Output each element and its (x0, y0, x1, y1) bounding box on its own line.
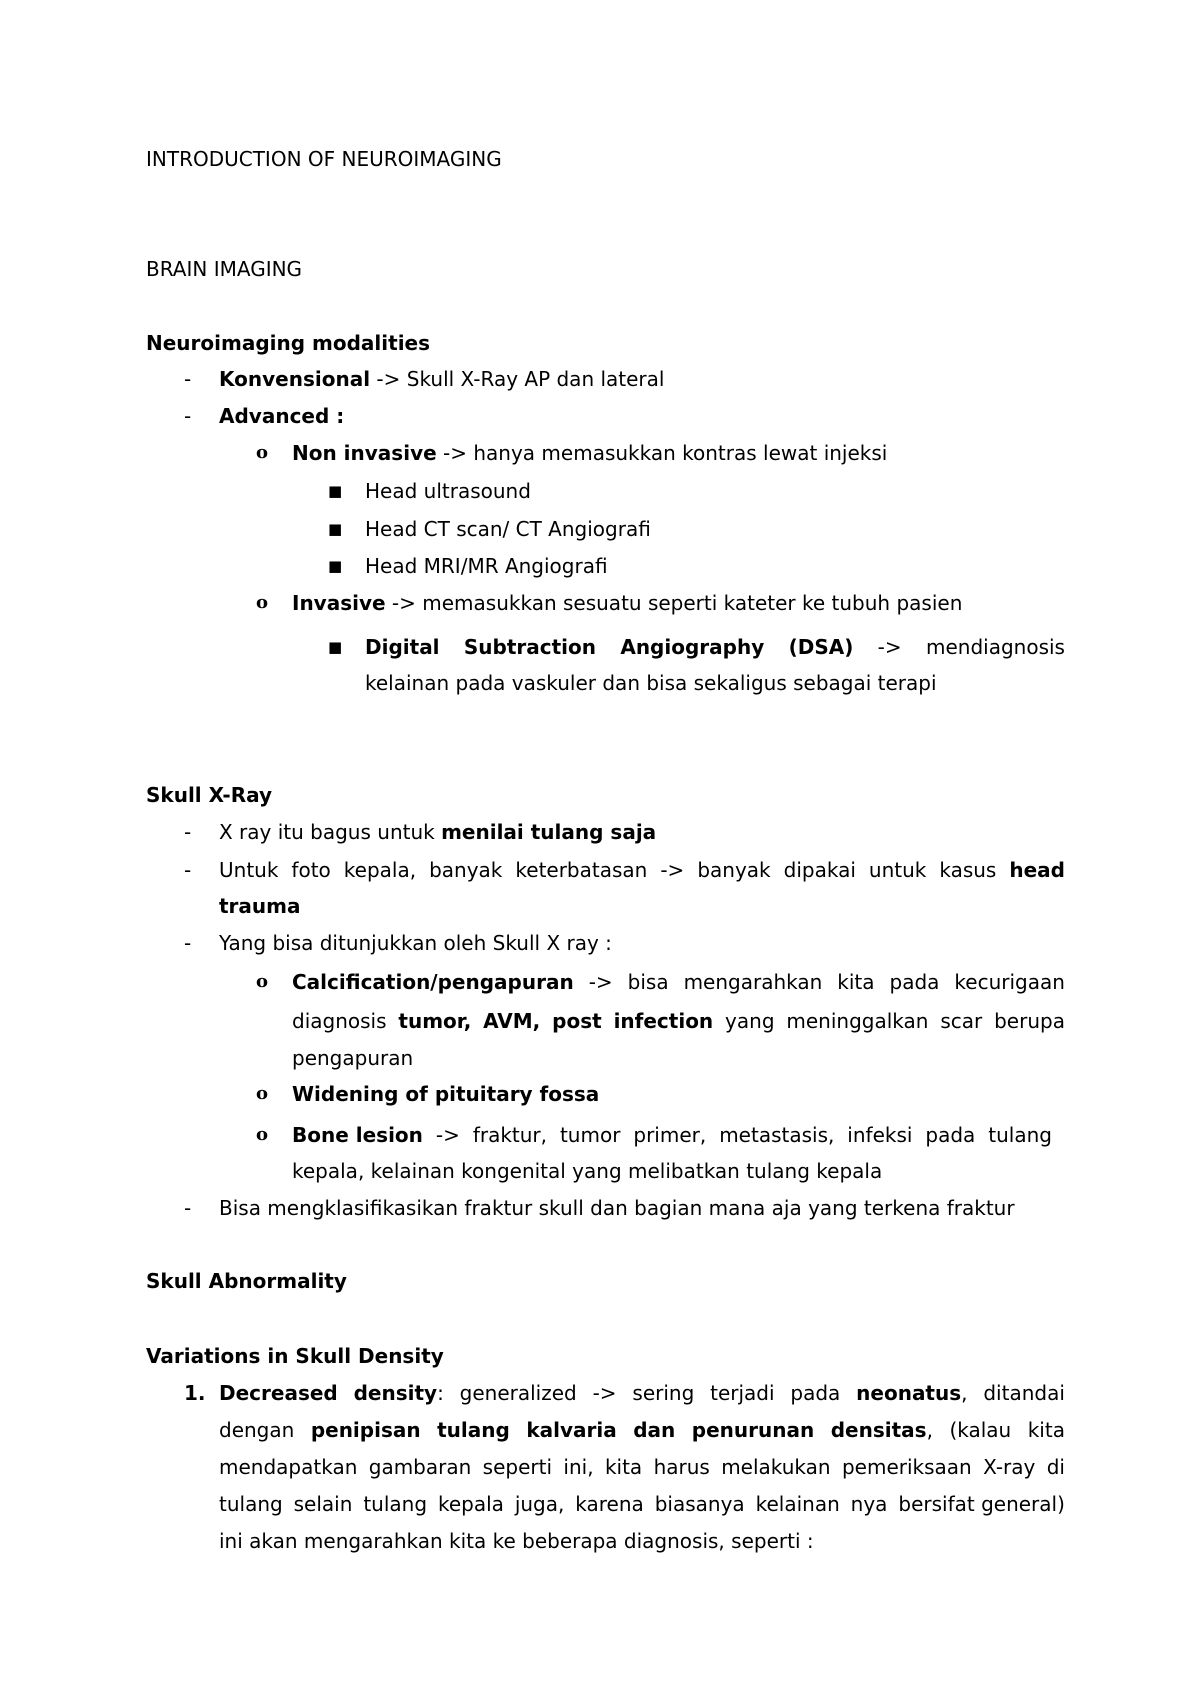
word: mendapatkan (219, 1455, 358, 1479)
word: (kalau (949, 1418, 1012, 1442)
word: diagnosis (292, 1009, 387, 1033)
word: pada (889, 970, 940, 994)
justified-line (219, 857, 1065, 883)
list-item (292, 440, 887, 466)
word: sering (632, 1381, 695, 1405)
word: post (552, 1009, 602, 1033)
text-line: ini akan mengarahkan kita ke beberapa diagnosis, seperti : (219, 1529, 814, 1553)
word: tulang (437, 1418, 510, 1442)
word: karena (575, 1492, 644, 1516)
justified-line (365, 634, 1065, 660)
word (856, 1380, 967, 1406)
justified-line (292, 1008, 1065, 1034)
word: pada (925, 1123, 976, 1147)
item-text: : (437, 1381, 444, 1405)
word: mengarahkan (683, 970, 823, 994)
list-number: 1. (184, 1381, 206, 1405)
word: biasanya (654, 1492, 745, 1516)
word: ditandai (983, 1381, 1065, 1405)
circle-bullet-icon: o (256, 592, 269, 613)
word: terjadi (710, 1381, 775, 1405)
word: -> (435, 1123, 460, 1147)
word: kita (604, 1455, 643, 1479)
word: bisa (627, 970, 669, 994)
word: pada (790, 1381, 841, 1405)
subheading: Neuroimaging modalities (146, 331, 431, 355)
word: Digital (365, 635, 440, 659)
text-line: trauma (219, 894, 301, 918)
item-text: -> hanya memasukkan kontras lewat injeksi (436, 441, 888, 465)
list-item: Yang bisa ditunjukkan oleh Skull X ray : (219, 931, 612, 955)
word: tumor (559, 1123, 621, 1147)
word: dipakai (783, 858, 856, 882)
word: tulang (363, 1492, 428, 1516)
word: ini, (563, 1455, 594, 1479)
word: mendiagnosis (925, 635, 1065, 659)
word: meninggalkan (786, 1009, 929, 1033)
word: nya (850, 1492, 888, 1516)
word: di (1046, 1455, 1065, 1479)
dash-bullet: - (184, 931, 192, 955)
dash-bullet: - (184, 367, 192, 391)
word: infeksi (847, 1123, 913, 1147)
circle-bullet-icon: o (256, 1083, 269, 1104)
list-item (292, 590, 962, 616)
word: head (1009, 858, 1065, 882)
word: keterbatasan (515, 858, 648, 882)
word: penipisan (310, 1418, 421, 1442)
square-bullet-icon: ■ (328, 520, 343, 538)
word: (DSA) (788, 635, 854, 659)
word: yang (725, 1009, 775, 1033)
bold-term: densitas (830, 1418, 927, 1442)
word: Untuk (219, 858, 279, 882)
circle-bullet-icon: o (256, 971, 269, 992)
item-text: -> memasukkan sesuatu seperti kateter ke tubuh pasien (385, 591, 963, 615)
bold-term: Invasive (292, 591, 386, 615)
word: tulang (219, 1492, 283, 1516)
word: gambaran (368, 1455, 472, 1479)
item-text: , (926, 1418, 933, 1442)
item-text: , (961, 1381, 968, 1405)
justified-line (219, 1491, 1065, 1517)
text-line: kelainan pada vaskuler dan bisa sekaligus sebagai terapi (365, 671, 937, 695)
word: -> (877, 635, 902, 659)
word: kasus (939, 858, 997, 882)
text-line: kepala, kelainan kongenital yang melibatkan tulang kepala (292, 1159, 883, 1183)
word: berupa (994, 1009, 1065, 1033)
justified-line (219, 1417, 1065, 1443)
word: generalized (459, 1381, 577, 1405)
text-line: pengapuran (292, 1046, 414, 1070)
bold-term: Non invasive (292, 441, 437, 465)
word: banyak (429, 858, 503, 882)
word: scar (940, 1009, 983, 1033)
bold-term: neonatus (856, 1381, 962, 1405)
word: bersifat general) (898, 1492, 1065, 1516)
word: banyak (697, 858, 771, 882)
word: fraktur, (472, 1123, 548, 1147)
list-item: Head CT scan/ CT Angiografi (365, 517, 651, 541)
item-text: X ray itu bagus untuk (219, 820, 442, 844)
word: -> (660, 858, 685, 882)
word: -> (588, 970, 613, 994)
subheading: Skull X-Ray (146, 783, 273, 807)
list-item: Head ultrasound (365, 479, 531, 503)
word: dan (633, 1418, 676, 1442)
bold-term: density (353, 1381, 438, 1405)
word (831, 1417, 933, 1443)
square-bullet-icon: ■ (328, 638, 343, 656)
dash-bullet: - (184, 404, 192, 428)
word: harus (653, 1455, 710, 1479)
word: melakukan (721, 1455, 831, 1479)
word: juga, (514, 1492, 565, 1516)
word: seperti (482, 1455, 553, 1479)
word: dengan (219, 1418, 295, 1442)
justified-line (292, 969, 1065, 995)
list-item: Advanced : (219, 404, 345, 428)
word: kepala, (343, 858, 417, 882)
subheading: Skull Abnormality (146, 1269, 347, 1293)
document-title: INTRODUCTION OF NEUROIMAGING (146, 147, 502, 171)
justified-line (292, 1122, 1065, 1148)
list-item: Head MRI/MR Angiografi (365, 554, 608, 578)
justified-line (219, 1454, 1065, 1480)
word: tulang (988, 1123, 1052, 1147)
word: untuk (868, 858, 927, 882)
circle-bullet-icon: o (256, 442, 269, 463)
square-bullet-icon: ■ (328, 557, 343, 575)
bold-term: Decreased (219, 1381, 338, 1405)
bold-term: Konvensional (219, 367, 371, 391)
dash-bullet: - (184, 1196, 192, 1220)
word: kita (837, 970, 875, 994)
word: kelainan (755, 1492, 840, 1516)
word: tumor, (398, 1009, 472, 1033)
word: kalvaria (526, 1418, 617, 1442)
word (219, 1380, 338, 1406)
section-heading: BRAIN IMAGING (146, 257, 303, 281)
list-item: Widening of pituitary fossa (292, 1082, 600, 1106)
bold-term: menilai tulang saja (441, 820, 657, 844)
word: kecurigaan (954, 970, 1065, 994)
square-bullet-icon: ■ (328, 482, 343, 500)
word: kepala (437, 1492, 504, 1516)
justified-line (219, 1380, 1065, 1406)
word: pemeriksaan (841, 1455, 972, 1479)
word: Angiography (620, 635, 765, 659)
word (354, 1380, 444, 1406)
list-item: Bisa mengklasifikasikan fraktur skull dan bagian mana aja yang terkena fraktur (219, 1196, 1015, 1220)
word: penurunan (691, 1418, 815, 1442)
dash-bullet: - (184, 820, 192, 844)
word: primer, (633, 1123, 707, 1147)
circle-bullet-icon: o (256, 1124, 269, 1145)
word: selain (293, 1492, 353, 1516)
word: AVM, (483, 1009, 541, 1033)
word: metastasis, (719, 1123, 835, 1147)
list-item (219, 366, 664, 392)
word: -> (592, 1381, 617, 1405)
dash-bullet: - (184, 858, 192, 882)
word: infection (613, 1009, 714, 1033)
word: Bone lesion (292, 1123, 423, 1147)
word: kita (1027, 1418, 1065, 1442)
subheading: Variations in Skull Density (146, 1344, 444, 1368)
word: Calcification/pengapuran (292, 970, 574, 994)
word: Subtraction (463, 635, 597, 659)
word: foto (291, 858, 331, 882)
item-text: -> Skull X-Ray AP dan lateral (370, 367, 665, 391)
word: X-ray (983, 1455, 1036, 1479)
list-item (219, 819, 656, 845)
